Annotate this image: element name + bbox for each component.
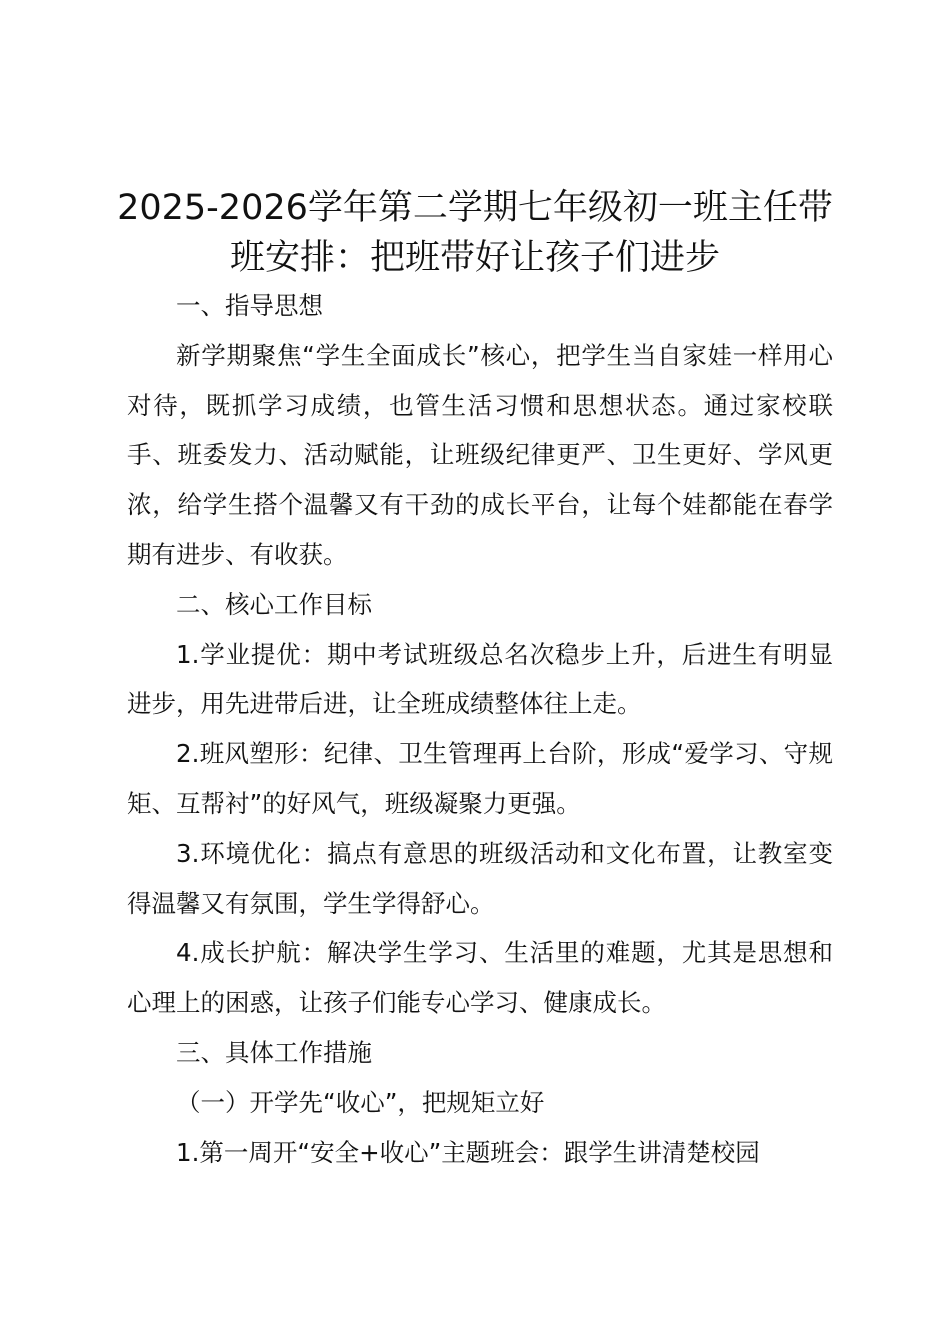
goal-item-3: 3.环境优化：搞点有意思的班级活动和文化布置，让教室变得温馨又有氛围，学生学得舒心。 (127, 838, 833, 918)
measure-item-1: 1.第一周开“安全+收心”主题班会：跟学生讲清楚校园 (176, 1137, 760, 1167)
paragraph-guiding-ideology: 新学期聚焦“学生全面成长”核心，把学生当自家娃一样用心对待，既抓学习成绩，也管生活习惯和思想状态。通过家校联手、班委发力、活动赋能，让班级纪律更严、卫生更好、学风更浓，给学生搭个温馨又有干劲的成长平台，让每个娃都能在春学期有进步、有收获。 (127, 340, 833, 569)
document-body (127, 281, 833, 1177)
document-title: 2025-2026学年第二学期七年级初一班主任带班安排：把班带好让孩子们进步 (117, 188, 833, 278)
heading-core-goals: 二、核心工作目标 (176, 589, 372, 619)
subheading-first: （一）开学先“收心”，把规矩立好 (176, 1087, 545, 1117)
heading-guiding-ideology: 一、指导思想 (176, 291, 323, 320)
goal-item-2: 2.班风塑形：纪律、卫生管理再上台阶，形成“爱学习、守规矩、互帮衬”的好风气，班级凝聚力更强。 (127, 739, 833, 818)
goal-item-1: 1.学业提优：期中考试班级总名次稳步上升，后进生有明显进步，用先进带后进，让全班成绩整体往上走。 (127, 639, 833, 719)
goal-item-4: 4.成长护航：解决学生学习、生活里的难题，尤其是思想和心理上的困惑，让孩子们能专心学习、健康成长。 (127, 938, 833, 1018)
heading-specific-measures: 三、具体工作措施 (176, 1037, 372, 1067)
